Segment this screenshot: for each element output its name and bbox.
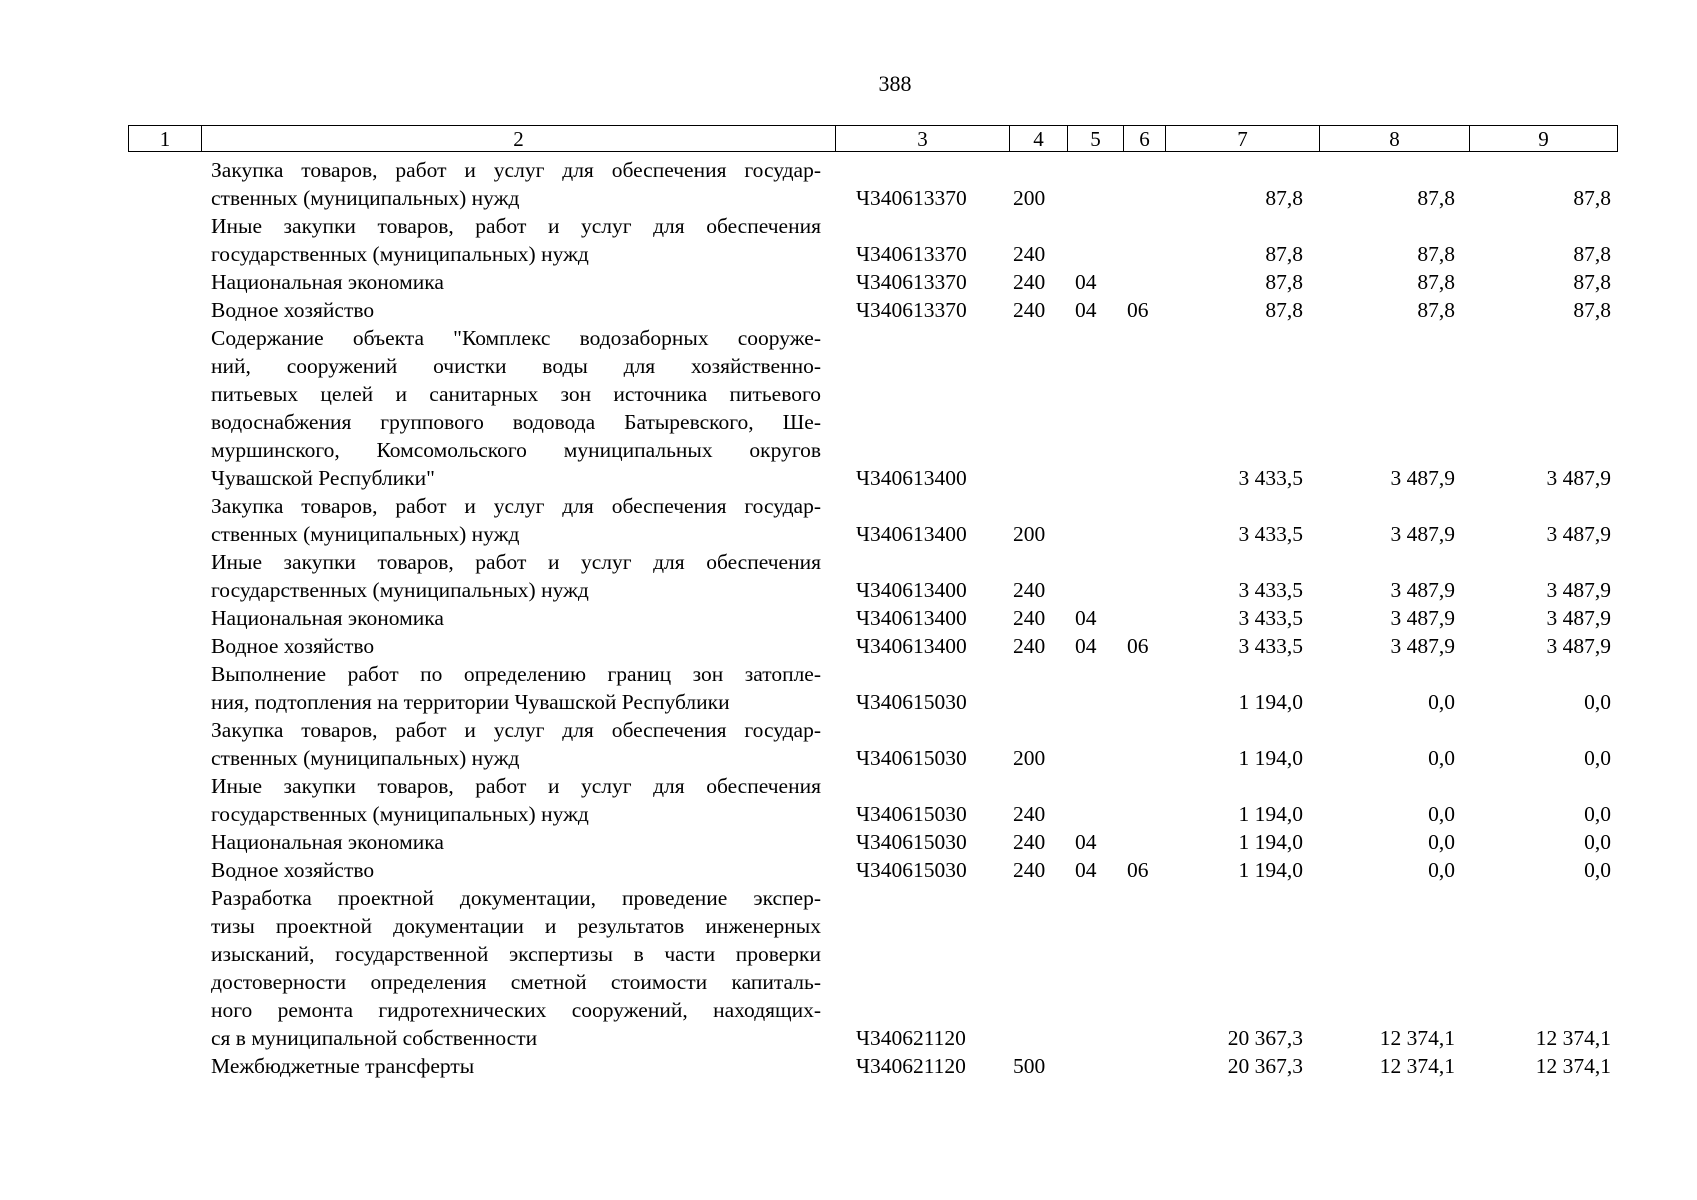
header-col-3: 3 xyxy=(835,126,1009,151)
table-row xyxy=(0,884,1697,1052)
target-code: Ч340613400 xyxy=(856,522,967,546)
description-line: ственных (муниципальных) нужд xyxy=(211,522,520,546)
table-row xyxy=(0,324,1697,492)
amount-year-1: 87,8 xyxy=(1265,186,1303,210)
header-col-5: 5 xyxy=(1067,126,1123,151)
amount-year-3: 0,0 xyxy=(1584,690,1611,714)
table-row xyxy=(0,632,1697,660)
amount-year-1: 1 194,0 xyxy=(1238,690,1303,714)
description-line: Национальная экономика xyxy=(211,270,444,294)
section: 04 xyxy=(1075,858,1097,882)
expense-type: 240 xyxy=(1013,858,1046,882)
amount-year-1: 3 433,5 xyxy=(1238,466,1303,490)
expense-type: 240 xyxy=(1013,830,1046,854)
table-row xyxy=(0,492,1697,548)
target-code: Ч340615030 xyxy=(856,802,967,826)
amount-year-2: 0,0 xyxy=(1428,830,1455,854)
row-description xyxy=(211,632,821,660)
expense-type: 200 xyxy=(1013,522,1046,546)
table-row xyxy=(0,1052,1697,1080)
amount-year-1: 3 433,5 xyxy=(1238,578,1303,602)
target-code: Ч340613400 xyxy=(856,578,967,602)
target-code: Ч340613400 xyxy=(856,466,967,490)
description-line: Иные закупки товаров, работ и услуг для обеспечения xyxy=(211,550,821,574)
expense-type: 500 xyxy=(1013,1054,1046,1078)
amount-year-2: 0,0 xyxy=(1428,858,1455,882)
amount-year-3: 0,0 xyxy=(1584,858,1611,882)
target-code: Ч340621120 xyxy=(856,1054,966,1078)
amount-year-1: 3 433,5 xyxy=(1238,522,1303,546)
description-line: Разработка проектной документации, проведение экспер- xyxy=(211,886,821,910)
table-row xyxy=(0,548,1697,604)
target-code: Ч340615030 xyxy=(856,858,967,882)
amount-year-2: 0,0 xyxy=(1428,746,1455,770)
row-description xyxy=(211,548,821,604)
amount-year-2: 3 487,9 xyxy=(1390,578,1455,602)
amount-year-1: 3 433,5 xyxy=(1238,606,1303,630)
row-description xyxy=(211,604,821,632)
amount-year-2: 3 487,9 xyxy=(1390,634,1455,658)
description-line: Иные закупки товаров, работ и услуг для обеспечения xyxy=(211,774,821,798)
amount-year-2: 0,0 xyxy=(1428,690,1455,714)
expense-type: 240 xyxy=(1013,606,1046,630)
expense-type: 240 xyxy=(1013,634,1046,658)
table-row xyxy=(0,772,1697,828)
target-code: Ч340621120 xyxy=(856,1026,966,1050)
amount-year-2: 87,8 xyxy=(1417,270,1455,294)
row-description xyxy=(211,492,821,548)
target-code: Ч340613370 xyxy=(856,186,967,210)
description-line: питьевых целей и санитарных зон источника питьевого xyxy=(211,382,821,406)
description-line: Национальная экономика xyxy=(211,606,444,630)
description-line: ственных (муниципальных) нужд xyxy=(211,186,520,210)
row-description xyxy=(211,828,821,856)
amount-year-2: 3 487,9 xyxy=(1390,522,1455,546)
amount-year-2: 3 487,9 xyxy=(1390,466,1455,490)
subsection: 06 xyxy=(1127,858,1149,882)
target-code: Ч340613370 xyxy=(856,242,967,266)
target-code: Ч340615030 xyxy=(856,746,967,770)
row-description xyxy=(211,660,821,716)
description-line: ния, подтопления на территории Чувашской Республики xyxy=(211,690,730,714)
description-line: Водное хозяйство xyxy=(211,634,375,658)
table-row xyxy=(0,296,1697,324)
target-code: Ч340615030 xyxy=(856,690,967,714)
page-number: 388 xyxy=(878,71,912,96)
description-line: Закупка товаров, работ и услуг для обеспечения государ- xyxy=(211,494,821,518)
description-line: муршинского, Комсомольского муниципальных округов xyxy=(211,438,821,462)
amount-year-3: 3 487,9 xyxy=(1546,634,1611,658)
header-col-8: 8 xyxy=(1319,126,1469,151)
section: 04 xyxy=(1075,270,1097,294)
amount-year-3: 0,0 xyxy=(1584,802,1611,826)
description-line: Закупка товаров, работ и услуг для обеспечения государ- xyxy=(211,158,821,182)
header-col-4: 4 xyxy=(1009,126,1067,151)
description-line: Содержание объекта "Комплекс водозаборных сооруже- xyxy=(211,326,821,350)
header-col-2: 2 xyxy=(201,126,835,151)
amount-year-3: 3 487,9 xyxy=(1546,522,1611,546)
table-row xyxy=(0,604,1697,632)
amount-year-3: 0,0 xyxy=(1584,830,1611,854)
description-line: тизы проектной документации и результатов инженерных xyxy=(211,914,821,938)
table-row xyxy=(0,856,1697,884)
amount-year-3: 3 487,9 xyxy=(1546,606,1611,630)
description-line: Чувашской Республики" xyxy=(211,466,435,490)
amount-year-1: 87,8 xyxy=(1265,270,1303,294)
target-code: Ч340615030 xyxy=(856,830,967,854)
amount-year-2: 87,8 xyxy=(1417,298,1455,322)
amount-year-1: 1 194,0 xyxy=(1238,830,1303,854)
amount-year-2: 0,0 xyxy=(1428,802,1455,826)
description-line: изысканий, государственной экспертизы в части проверки xyxy=(211,942,821,966)
description-line: Межбюджетные трансферты xyxy=(211,1054,475,1078)
amount-year-3: 87,8 xyxy=(1573,186,1611,210)
row-description xyxy=(211,716,821,772)
amount-year-2: 12 374,1 xyxy=(1379,1026,1455,1050)
description-line: ся в муниципальной собственности xyxy=(211,1026,538,1050)
description-line: государственных (муниципальных) нужд xyxy=(211,242,589,266)
amount-year-1: 3 433,5 xyxy=(1238,634,1303,658)
amount-year-2: 87,8 xyxy=(1417,186,1455,210)
table-row xyxy=(0,268,1697,296)
description-line: государственных (муниципальных) нужд xyxy=(211,802,589,826)
expense-type: 240 xyxy=(1013,578,1046,602)
section: 04 xyxy=(1075,606,1097,630)
table-header xyxy=(128,125,1618,152)
target-code: Ч340613370 xyxy=(856,270,967,294)
section: 04 xyxy=(1075,830,1097,854)
table-row xyxy=(0,716,1697,772)
amount-year-1: 87,8 xyxy=(1265,242,1303,266)
subsection: 06 xyxy=(1127,298,1149,322)
amount-year-3: 87,8 xyxy=(1573,242,1611,266)
table-row xyxy=(0,660,1697,716)
target-code: Ч340613370 xyxy=(856,298,967,322)
description-line: Закупка товаров, работ и услуг для обеспечения государ- xyxy=(211,718,821,742)
amount-year-1: 87,8 xyxy=(1265,298,1303,322)
amount-year-2: 87,8 xyxy=(1417,242,1455,266)
amount-year-3: 87,8 xyxy=(1573,298,1611,322)
amount-year-2: 12 374,1 xyxy=(1379,1054,1455,1078)
amount-year-1: 20 367,3 xyxy=(1227,1054,1303,1078)
description-line: ственных (муниципальных) нужд xyxy=(211,746,520,770)
amount-year-3: 0,0 xyxy=(1584,746,1611,770)
amount-year-1: 20 367,3 xyxy=(1227,1026,1303,1050)
target-code: Ч340613400 xyxy=(856,606,967,630)
section: 04 xyxy=(1075,634,1097,658)
amount-year-3: 87,8 xyxy=(1573,270,1611,294)
expense-type: 200 xyxy=(1013,186,1046,210)
description-line: Водное хозяйство xyxy=(211,298,375,322)
description-line: Иные закупки товаров, работ и услуг для обеспечения xyxy=(211,214,821,238)
expense-type: 240 xyxy=(1013,802,1046,826)
section: 04 xyxy=(1075,298,1097,322)
subsection: 06 xyxy=(1127,634,1149,658)
header-col-7: 7 xyxy=(1165,126,1319,151)
expense-type: 240 xyxy=(1013,298,1046,322)
description-line: водоснабжения группового водовода Батыревского, Ше- xyxy=(211,410,821,434)
table-row xyxy=(0,828,1697,856)
row-description xyxy=(211,296,821,324)
description-line: ний, сооружений очистки воды для хозяйственно- xyxy=(211,354,821,378)
description-line: Выполнение работ по определению границ зон затопле- xyxy=(211,662,821,686)
target-code: Ч340613400 xyxy=(856,634,967,658)
amount-year-2: 3 487,9 xyxy=(1390,606,1455,630)
row-description xyxy=(211,156,821,212)
amount-year-1: 1 194,0 xyxy=(1238,746,1303,770)
amount-year-3: 12 374,1 xyxy=(1535,1026,1611,1050)
description-line: ного ремонта гидротехнических сооружений, находящих- xyxy=(211,998,821,1022)
description-line: государственных (муниципальных) нужд xyxy=(211,578,589,602)
row-description xyxy=(211,1052,821,1080)
table-row xyxy=(0,156,1697,212)
header-col-1: 1 xyxy=(159,127,171,151)
amount-year-1: 1 194,0 xyxy=(1238,802,1303,826)
row-description xyxy=(211,772,821,828)
header-col-9: 9 xyxy=(1469,126,1617,151)
amount-year-3: 3 487,9 xyxy=(1546,466,1611,490)
amount-year-3: 3 487,9 xyxy=(1546,578,1611,602)
row-description xyxy=(211,884,821,1052)
expense-type: 240 xyxy=(1013,242,1046,266)
row-description xyxy=(211,324,821,492)
description-line: достоверности определения сметной стоимости капиталь- xyxy=(211,970,821,994)
row-description xyxy=(211,212,821,268)
row-description xyxy=(211,268,821,296)
expense-type: 240 xyxy=(1013,270,1046,294)
amount-year-1: 1 194,0 xyxy=(1238,858,1303,882)
row-description xyxy=(211,856,821,884)
table-body xyxy=(0,156,1697,1080)
amount-year-3: 12 374,1 xyxy=(1535,1054,1611,1078)
description-line: Водное хозяйство xyxy=(211,858,375,882)
expense-type: 200 xyxy=(1013,746,1046,770)
header-col-6: 6 xyxy=(1123,126,1165,151)
table-row xyxy=(0,212,1697,268)
description-line: Национальная экономика xyxy=(211,830,444,854)
